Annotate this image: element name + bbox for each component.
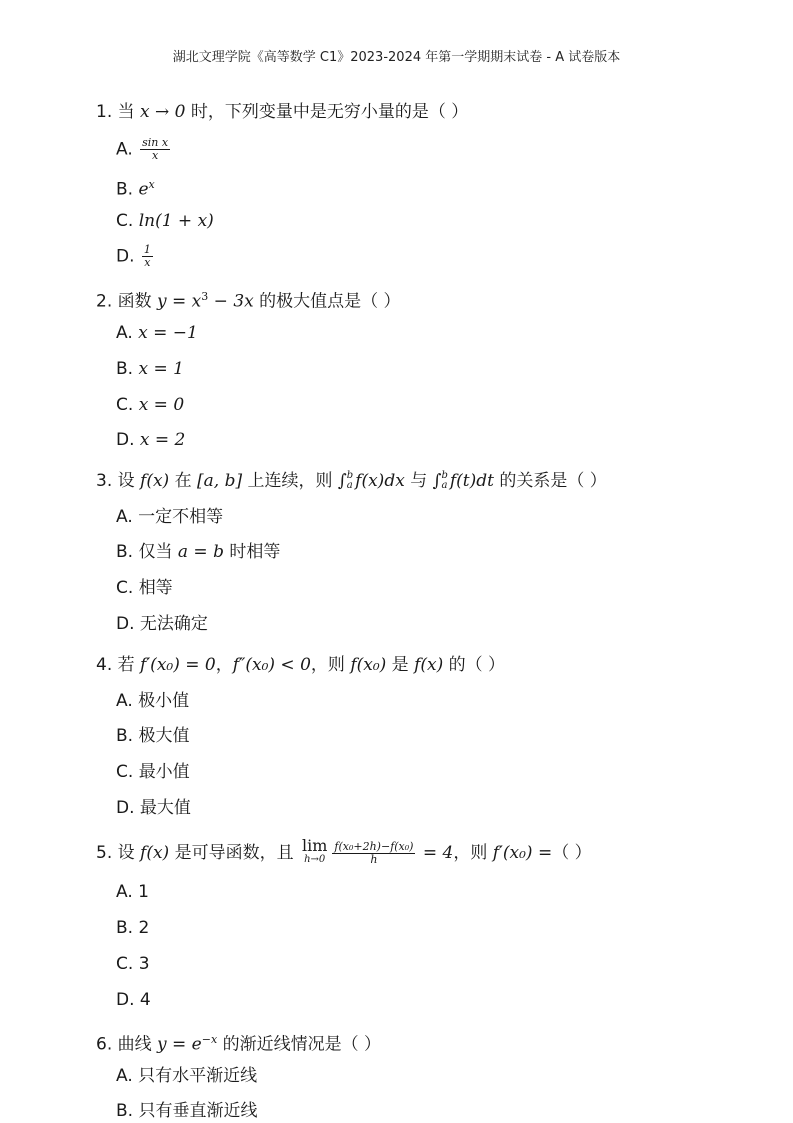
question-5-stem: 5. 设 f(x) 是可导函数，且 lim h→0 $\frac{\text{f(x₀+2h)−f(x₀)}}{h}$ = 4，则 f′(x₀) =（ ） bbox=[96, 836, 592, 866]
question-3-option-d: D. 无法确定 bbox=[116, 614, 208, 634]
fraction: $\frac{\text{f(x₀+2h)−f(x₀)}}{h}$ bbox=[334, 839, 414, 866]
question-2-option-c: C. x = 0 bbox=[116, 395, 185, 415]
question-3-option-c: C. 相等 bbox=[116, 578, 173, 598]
question-1-option-d: D. $\frac{1}{x}$ bbox=[116, 243, 151, 269]
question-5-option-c: C. 3 bbox=[116, 954, 150, 974]
question-6-option-b: B. 只有垂直渐近线 bbox=[116, 1101, 258, 1121]
question-3-stem: 3. 设 f(x) 在 [a, b] 上连续，则 ∫ b a f(x)dx 与 ∫ b a f(t)dt 的关系是（ ） bbox=[96, 470, 607, 491]
question-5-option-b: B. 2 bbox=[116, 918, 150, 938]
question-4-option-a: A. 极小值 bbox=[116, 691, 190, 711]
limit-operator: lim h→0 bbox=[302, 836, 328, 865]
fraction: $\frac{1}{x}$ bbox=[143, 243, 151, 269]
question-4-stem: 4. 若 f′(x₀) = 0，f″(x₀) < 0，则 f(x₀) 是 f(x) 的（ ） bbox=[96, 655, 506, 675]
question-6-option-a: A. 只有水平渐近线 bbox=[116, 1066, 258, 1086]
question-4-option-d: D. 最大值 bbox=[116, 798, 191, 818]
integral-limits: b a bbox=[441, 470, 448, 491]
question-6-stem: 6. 曲线 $y = e^{-x}$ 的渐近线情况是（ ） bbox=[96, 1033, 381, 1055]
integral-sign: ∫ bbox=[432, 471, 442, 491]
question-3-option-b: B. 仅当 a = b 时相等 bbox=[116, 542, 281, 562]
question-2-option-d: D. x = 2 bbox=[116, 430, 186, 450]
question-1-stem: 1. 当 x → 0 时，下列变量中是无穷小量的是（ ） bbox=[96, 102, 469, 122]
question-4-option-c: C. 最小值 bbox=[116, 762, 190, 782]
question-4-option-b: B. 极大值 bbox=[116, 726, 190, 746]
question-2-option-b: B. x = 1 bbox=[116, 359, 184, 379]
integral-sign: ∫ bbox=[337, 471, 347, 491]
integral-limits: b a bbox=[346, 470, 354, 491]
question-5-option-d: D. 4 bbox=[116, 990, 151, 1010]
question-1-option-c: C. ln(1 + x) bbox=[116, 211, 214, 231]
question-2-option-a: A. x = −1 bbox=[116, 323, 198, 343]
question-1-option-b: B. $e^x$ bbox=[116, 178, 155, 200]
page-header: 湖北文理学院《高等数学 C1》2023-2024 年第一学期期末试卷 - A 试卷版本 bbox=[172, 50, 621, 65]
fraction: $\frac{\text{sin x}}{x}$ bbox=[142, 136, 169, 162]
question-3-option-a: A. 一定不相等 bbox=[116, 507, 224, 527]
question-2-stem: 2. 函数 $y = x^3 - 3x$ 的极大值点是（ ） bbox=[96, 290, 401, 312]
question-5-option-a: A. 1 bbox=[116, 882, 149, 902]
question-1-option-a: A. $\frac{\text{sin x}}{x}$ bbox=[116, 136, 169, 162]
